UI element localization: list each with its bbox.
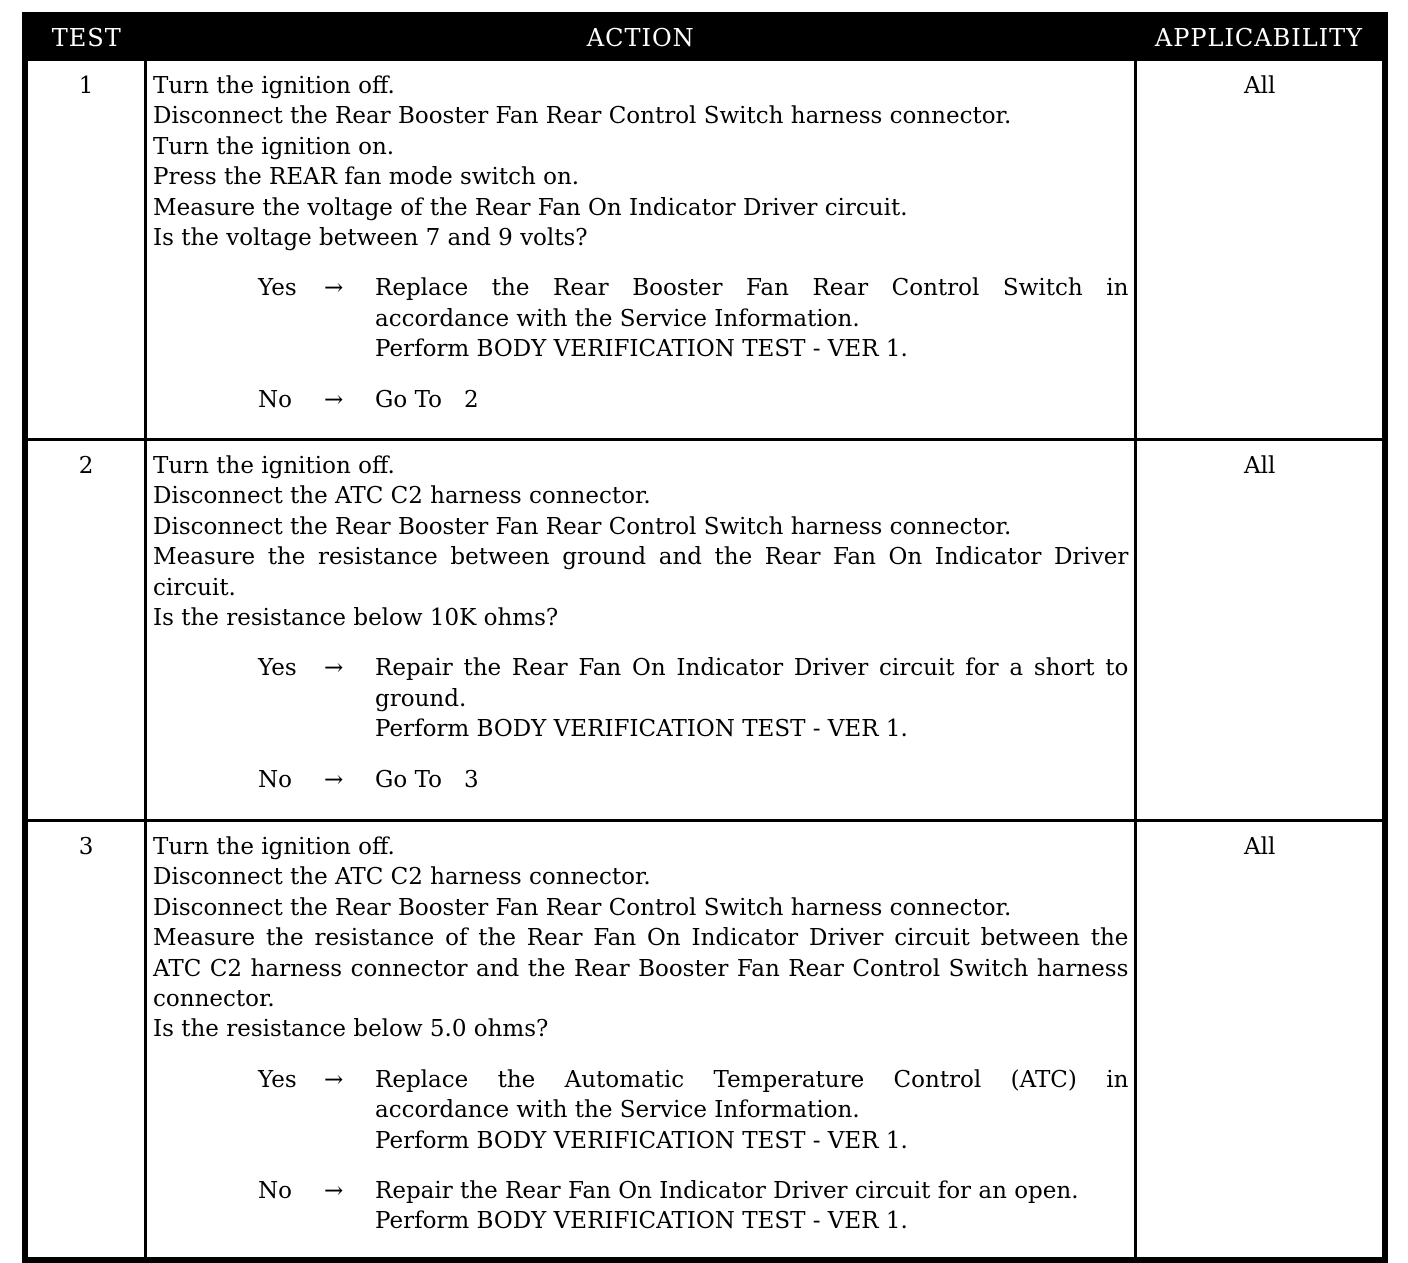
step-text: Turn the ignition off. xyxy=(153,73,395,99)
no-branch xyxy=(153,765,1128,795)
test-number: 1 xyxy=(25,60,146,440)
yes-action: Perform BODY VERIFICATION TEST - VER 1. xyxy=(375,336,908,363)
arrow-icon: → xyxy=(324,1066,344,1093)
action-steps xyxy=(153,71,1128,253)
test-number: 2 xyxy=(25,440,146,821)
yes-branch xyxy=(153,1065,1128,1156)
yes-action: Replace the Rear Booster Fan Rear Control Switch in accordance with the Service Information. xyxy=(375,275,1129,332)
yes-label: Yes xyxy=(258,655,297,682)
action-cell xyxy=(146,60,1136,440)
step-question: Is the resistance below 10K ohms? xyxy=(153,605,559,632)
yes-action: Perform BODY VERIFICATION TEST - VER 1. xyxy=(375,1127,908,1154)
arrow-icon: → xyxy=(324,655,344,682)
goto-test-link[interactable]: 3 xyxy=(463,766,479,793)
no-label: No xyxy=(258,1178,293,1205)
action-cell xyxy=(146,821,1136,1261)
yes-action: Perform BODY VERIFICATION TEST - VER 1. xyxy=(375,716,908,743)
step-text: Turn the ignition on. xyxy=(153,133,395,160)
arrow-icon: → xyxy=(324,275,344,302)
yes-label: Yes xyxy=(258,1066,297,1093)
arrow-icon: → xyxy=(324,1178,344,1205)
header-applicability: APPLICABILITY xyxy=(1136,15,1385,60)
applicability-value: All xyxy=(1136,821,1385,1261)
step-question: Is the resistance below 5.0 ohms? xyxy=(153,1016,549,1043)
step-text: Turn the ignition off. xyxy=(153,453,395,479)
yes-action: Repair the Rear Fan On Indicator Driver circuit for a short to ground. xyxy=(375,655,1129,712)
action-cell xyxy=(146,440,1136,821)
step-text: Disconnect the Rear Booster Fan Rear Control Switch harness connector. xyxy=(153,513,1012,540)
step-text: Turn the ignition off. xyxy=(153,834,395,860)
table-row xyxy=(25,440,1385,821)
step-text: Disconnect the Rear Booster Fan Rear Control Switch harness connector. xyxy=(153,103,1012,130)
goto-label: Go To xyxy=(375,766,442,793)
yes-branch xyxy=(153,273,1128,364)
action-steps xyxy=(153,451,1128,633)
goto-test-link[interactable]: 2 xyxy=(463,386,479,413)
arrow-icon: → xyxy=(324,766,344,793)
step-question: Is the voltage between 7 and 9 volts? xyxy=(153,225,588,252)
no-action: Repair the Rear Fan On Indicator Driver circuit for an open. xyxy=(375,1178,1079,1205)
no-branch xyxy=(153,385,1128,415)
header-row xyxy=(25,15,1385,60)
table-row xyxy=(25,821,1385,1261)
applicability-value: All xyxy=(1136,440,1385,821)
no-label: No xyxy=(258,386,293,413)
step-text: Measure the resistance between ground and the Rear Fan On Indicator Driver circuit. xyxy=(153,544,1129,601)
action-steps xyxy=(153,832,1128,1045)
step-text: Press the REAR fan mode switch on. xyxy=(153,164,580,191)
diagnostic-test-table xyxy=(22,12,1388,1263)
header-test: TEST xyxy=(25,15,146,60)
step-text: Disconnect the ATC C2 harness connector. xyxy=(153,483,651,510)
header-action: ACTION xyxy=(146,15,1136,60)
yes-action: Replace the Automatic Temperature Control (ATC) in accordance with the Service Information. xyxy=(375,1066,1129,1124)
test-number: 3 xyxy=(25,821,146,1261)
applicability-value: All xyxy=(1136,60,1385,440)
no-label: No xyxy=(258,766,293,793)
no-action: Perform BODY VERIFICATION TEST - VER 1. xyxy=(375,1208,908,1235)
step-text: Disconnect the Rear Booster Fan Rear Control Switch harness connector. xyxy=(153,894,1012,921)
step-text: Measure the voltage of the Rear Fan On Indicator Driver circuit. xyxy=(153,194,908,221)
arrow-icon: → xyxy=(324,386,344,413)
step-text: Measure the resistance of the Rear Fan On Indicator Driver circuit between the ATC C2 harness connector and the Rear Booster Fan Rear Control Switch harness connector. xyxy=(153,925,1129,1013)
table-row xyxy=(25,60,1385,440)
yes-label: Yes xyxy=(258,275,297,302)
step-text: Disconnect the ATC C2 harness connector. xyxy=(153,864,651,891)
no-branch xyxy=(153,1176,1128,1237)
yes-branch xyxy=(153,653,1128,744)
goto-label: Go To xyxy=(375,386,442,413)
